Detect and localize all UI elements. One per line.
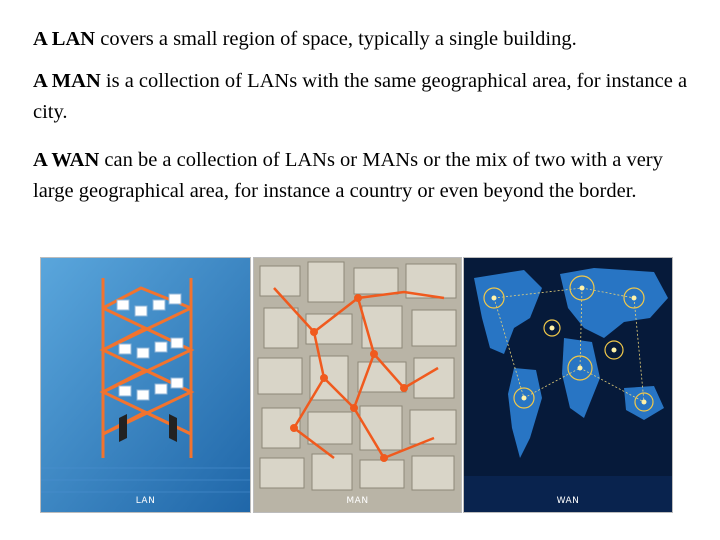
wan-definition [33, 145, 703, 207]
wan-caption: WAN [556, 496, 580, 506]
lan-caption: LAN [135, 496, 156, 506]
wan-definition-text: can be a collection of LANs or MANs or the mix of two with a very large geographical area, for instance a country or even beyond the border. [33, 149, 663, 202]
lan-term: A LAN [33, 28, 96, 50]
world-map-network-icon [464, 258, 673, 513]
man-image [253, 257, 462, 513]
lan-definition-text: covers a small region of space, typically a single building. [95, 28, 577, 50]
wan-term: A WAN [33, 149, 100, 171]
lan-definition [33, 24, 703, 55]
man-definition-text: is a collection of LANs with the same geographical area, for instance a city. [33, 70, 688, 123]
building-network-icon [41, 258, 251, 513]
lan-image [40, 257, 251, 513]
man-caption: MAN [346, 496, 369, 506]
man-definition [33, 66, 703, 128]
city-map-network-icon [254, 258, 462, 513]
man-term: A MAN [33, 70, 101, 92]
wan-image [463, 257, 673, 513]
